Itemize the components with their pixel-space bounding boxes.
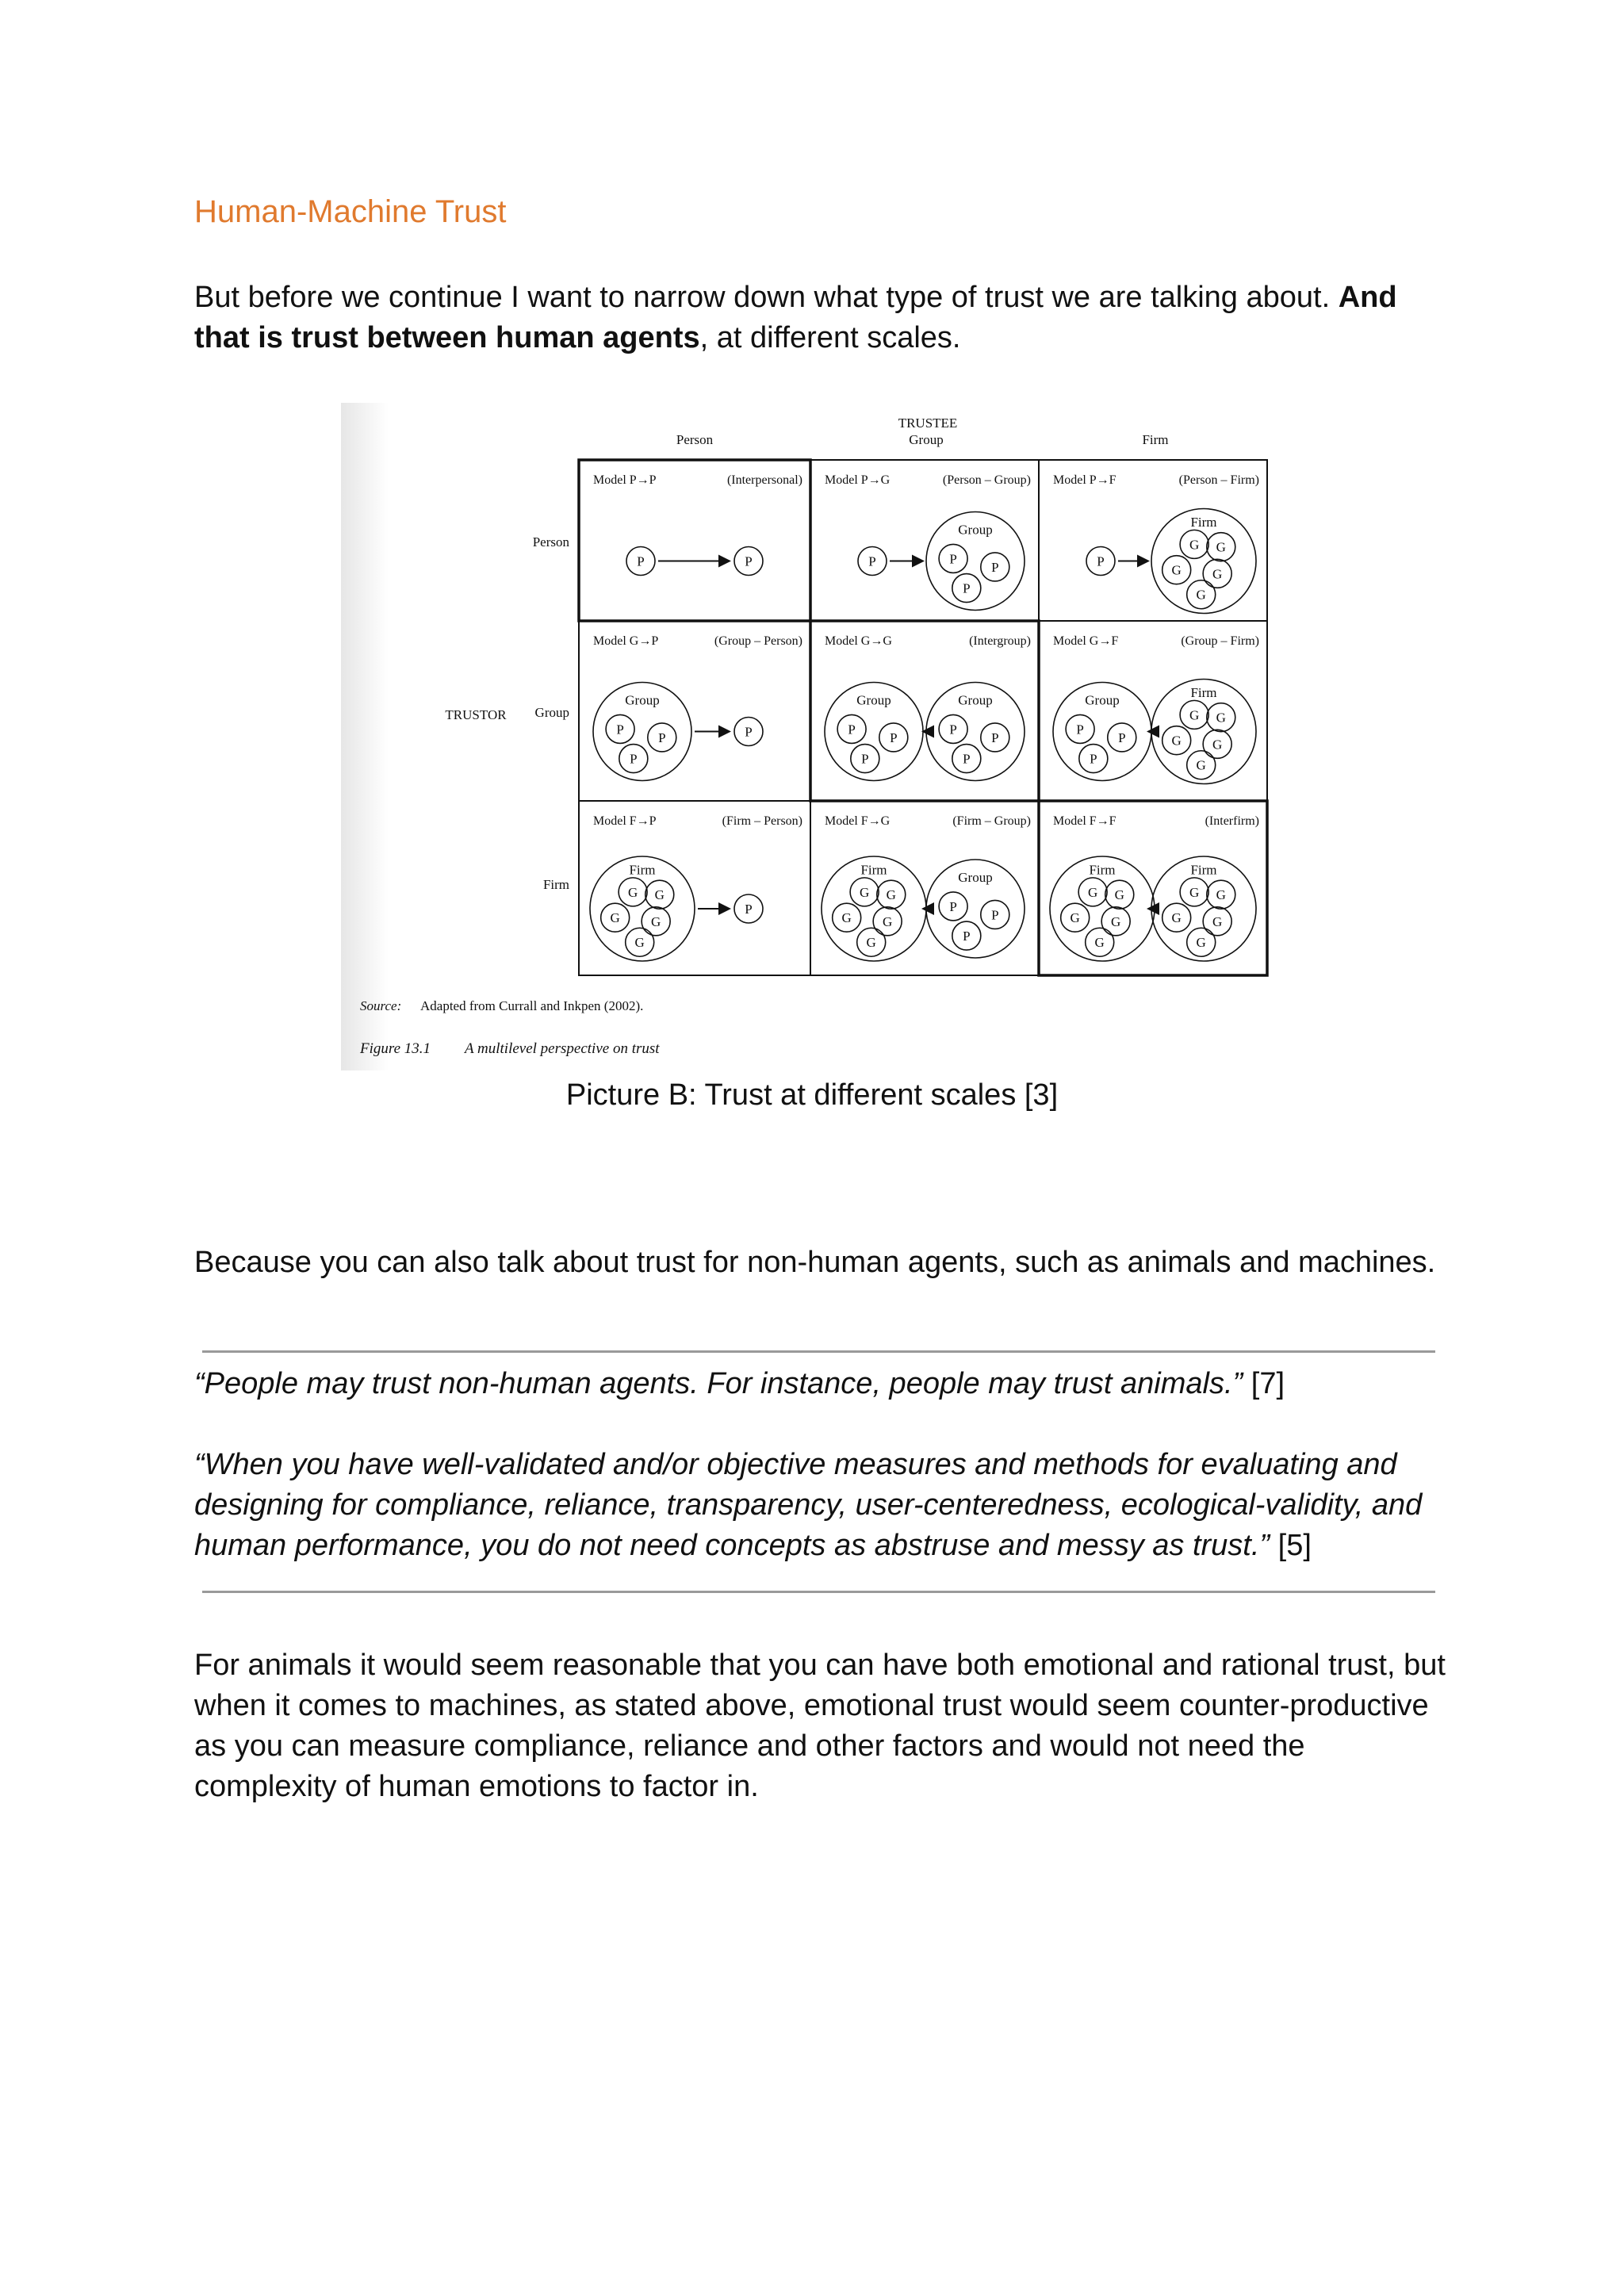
diagonal-cell-outline-2 [810,621,1039,801]
cell-f-f-trustee-member-g5-label: G [1196,935,1206,951]
quote-animals-text: “People may trust non-human agents. For instance, people may trust animals.” [194,1367,1243,1400]
cell-f-f-trustor-member-g4-label: G [1111,913,1121,929]
trustee-axis-label: TRUSTEE [898,416,958,431]
cell-f-p-trustor-member-g1-label: G [627,884,638,900]
cell-g-g-trustor-member-p2-label: P [890,730,898,745]
cell-f-f-trustor-member-g5-label: G [1094,935,1105,951]
cell-f-p-desc-label: (Firm – Person) [722,814,802,828]
conclusion-paragraph: For animals it would seem reasonable that you can have both emotional and rational trust, but when it comes to machines, as stated above, emotional trust would seem counter-productive as you can measure compliance, reliance and other factors and would not need the complexity of human emotions to factor in. [194,1649,1446,1803]
col-header-firm: Firm [1142,432,1169,447]
cell-f-g-trustor-member-g4-label: G [883,913,893,929]
cell-p-g-trustee-member-p1-label: P [949,551,957,567]
cell-p-f-trustee-member-g2-label: G [1216,539,1226,555]
quote-animals-ref: [7] [1243,1367,1285,1400]
cell-g-f-trustee-member-g2-label: G [1216,710,1226,726]
figure-number: Figure 13.1 [360,1040,431,1057]
cell-g-f-trustee-member-g4-label: G [1212,737,1223,753]
intro-bold-text: And that is trust between human agents [194,281,1397,354]
trust-levels-figure [341,403,1289,1070]
cell-g-f-trustor-member-p2-label: P [1118,730,1126,745]
cell-p-p-trustee-person-label: P [745,553,753,569]
cell-f-g-trustor-member-g3-label: G [841,910,852,926]
cell-f-g-trustor-member-g1-label: G [859,884,870,900]
cell-g-f-model-label: Model G→F [1053,634,1119,648]
col-header-group: Group [909,432,944,447]
cell-g-p-model-label: Model G→P [593,634,659,648]
figure-source-label: Source: [360,998,402,1013]
cell-f-p-trustor-member-g2-label: G [654,887,665,903]
cell-f-f-trustor-member-g3-label: G [1070,910,1080,926]
cell-g-g-model-label: Model G→G [825,634,892,648]
row-header-firm: Firm [542,877,569,892]
cell-g-g-trustee-member-p2-label: P [991,730,999,745]
cell-p-p-trustor-person-label: P [637,553,645,569]
cell-p-g-desc-label: (Person – Group) [942,473,1031,487]
figure-title: A multilevel perspective on trust [465,1040,660,1057]
cell-p-f-trustee-firm-label: Firm [1190,514,1217,530]
cell-f-g-desc-label: (Firm – Group) [952,814,1031,828]
cell-p-f-desc-label: (Person – Firm) [1178,473,1259,487]
cell-p-p-desc-label: (Interpersonal) [726,473,802,487]
quote-animals [194,1364,1455,1404]
cell-p-g-trustee-member-p3-label: P [963,580,971,596]
cell-f-p-trustor-member-g4-label: G [651,913,661,929]
cell-f-f-trustor-member-g1-label: G [1087,884,1098,900]
cell-g-f-trustee-member-g3-label: G [1171,733,1182,749]
quote-measures [194,1445,1455,1566]
cell-f-g-trustor-member-g5-label: G [866,935,876,951]
row-header-person: Person [532,534,569,550]
cell-f-p-trustor-member-g3-label: G [610,910,620,926]
cell-p-f-trustee-member-g4-label: G [1212,566,1223,582]
cell-g-f-trustor-group-label: Group [1085,692,1120,708]
cell-p-f-trustee-member-g1-label: G [1189,537,1200,553]
cell-p-g-trustee-member-p2-label: P [991,559,999,575]
cell-f-f-model-label: Model F→F [1053,814,1116,828]
cell-g-f-trustor-member-p3-label: P [1090,751,1097,767]
cell-f-f-trustor-firm-label: Firm [1089,862,1116,878]
cell-f-f-desc-label: (Interfirm) [1205,814,1259,828]
cell-f-g-trustee-member-p1-label: P [949,898,957,914]
trustor-axis-label: TRUSTOR [445,707,507,722]
cell-g-p-trustor-member-p2-label: P [658,730,666,745]
cell-g-f-trustee-member-g5-label: G [1196,757,1206,773]
quote-top-rule [202,1350,1435,1353]
cell-p-g-model-label: Model P→G [825,473,891,487]
cell-f-f-trustee-firm-label: Firm [1190,862,1217,878]
cell-g-g-desc-label: (Intergroup) [969,634,1031,648]
cell-g-g-trustor-group-label: Group [856,692,891,708]
scan-edge-shading [341,403,389,1070]
cell-p-f-trustor-person-label: P [1097,553,1105,569]
cell-f-g-trustor-member-g2-label: G [886,887,896,903]
cell-f-f-trustor-member-g2-label: G [1114,887,1124,903]
quote-measures-ref: [5] [1270,1529,1312,1562]
col-header-person: Person [676,432,714,447]
cell-f-f-trustee-member-g1-label: G [1189,884,1200,900]
cell-g-f-desc-label: (Group – Firm) [1181,634,1259,648]
cell-g-f-trustee-firm-label: Firm [1190,684,1217,700]
intro-paragraph [194,278,1455,358]
cell-f-f-trustee-member-g2-label: G [1216,887,1226,903]
cell-g-p-trustee-person-label: P [745,724,753,740]
cell-f-g-model-label: Model F→G [825,814,891,828]
cell-p-f-trustee-member-g3-label: G [1171,562,1182,578]
cell-f-g-trustee-member-p3-label: P [963,929,971,944]
quote-measures-text: “When you have well-validated and/or objective measures and methods for evaluating and designing for compliance, reliance, transparency, user-centeredness, ecological-validity, and human performance, you do not need concepts as abstruse and messy as trust.” [194,1448,1423,1562]
figure-source-text: Adapted from Currall and Inkpen (2002). [420,998,644,1013]
cell-f-p-trustee-person-label: P [745,902,753,917]
cell-g-g-trustor-member-p3-label: P [861,751,869,767]
cell-g-f-trustee-member-g1-label: G [1189,707,1200,723]
cell-f-f-trustee-member-g4-label: G [1212,913,1223,929]
cell-g-g-trustee-group-label: Group [958,692,993,708]
row-header-group: Group [534,705,569,720]
cell-f-p-trustor-member-g5-label: G [634,935,645,951]
nonhuman-paragraph: Because you can also talk about trust for non-human agents, such as animals and machines. [194,1246,1436,1279]
section-heading: Human-Machine Trust [194,194,507,229]
cell-g-f-trustor-member-p1-label: P [1076,722,1084,737]
cell-g-g-trustor-member-p1-label: P [848,722,856,737]
cell-f-g-trustee-group-label: Group [958,869,993,885]
matrix-frame [579,460,1267,975]
figure-caption: Picture B: Trust at different scales [3] [565,1078,1059,1112]
cell-p-g-trustee-group-label: Group [958,522,993,538]
cell-p-f-model-label: Model P→F [1053,473,1116,487]
cell-p-p-model-label: Model P→P [593,473,657,487]
cell-g-p-desc-label: (Group – Person) [714,634,802,648]
cell-g-g-trustee-member-p1-label: P [949,722,957,737]
cell-f-f-trustee-member-g3-label: G [1171,910,1182,926]
quote-bottom-rule [202,1591,1435,1593]
cell-f-p-trustor-firm-label: Firm [629,862,656,878]
intro-text-before: But before we continue I want to narrow down what type of trust we are talking about. [194,281,1339,314]
cell-p-g-trustor-person-label: P [868,553,876,569]
cell-g-p-trustor-member-p1-label: P [616,722,624,737]
cell-f-p-model-label: Model F→P [593,814,657,828]
cell-g-p-trustor-member-p3-label: P [630,751,638,767]
cell-p-f-trustee-member-g5-label: G [1196,587,1206,603]
cell-f-g-trustor-firm-label: Firm [860,862,887,878]
cell-f-g-trustee-member-p2-label: P [991,907,999,923]
trust-matrix-diagram [341,403,1289,1070]
cell-g-p-trustor-group-label: Group [625,692,660,708]
cell-g-g-trustee-member-p3-label: P [963,751,971,767]
intro-text-after: , at different scales. [699,321,961,354]
